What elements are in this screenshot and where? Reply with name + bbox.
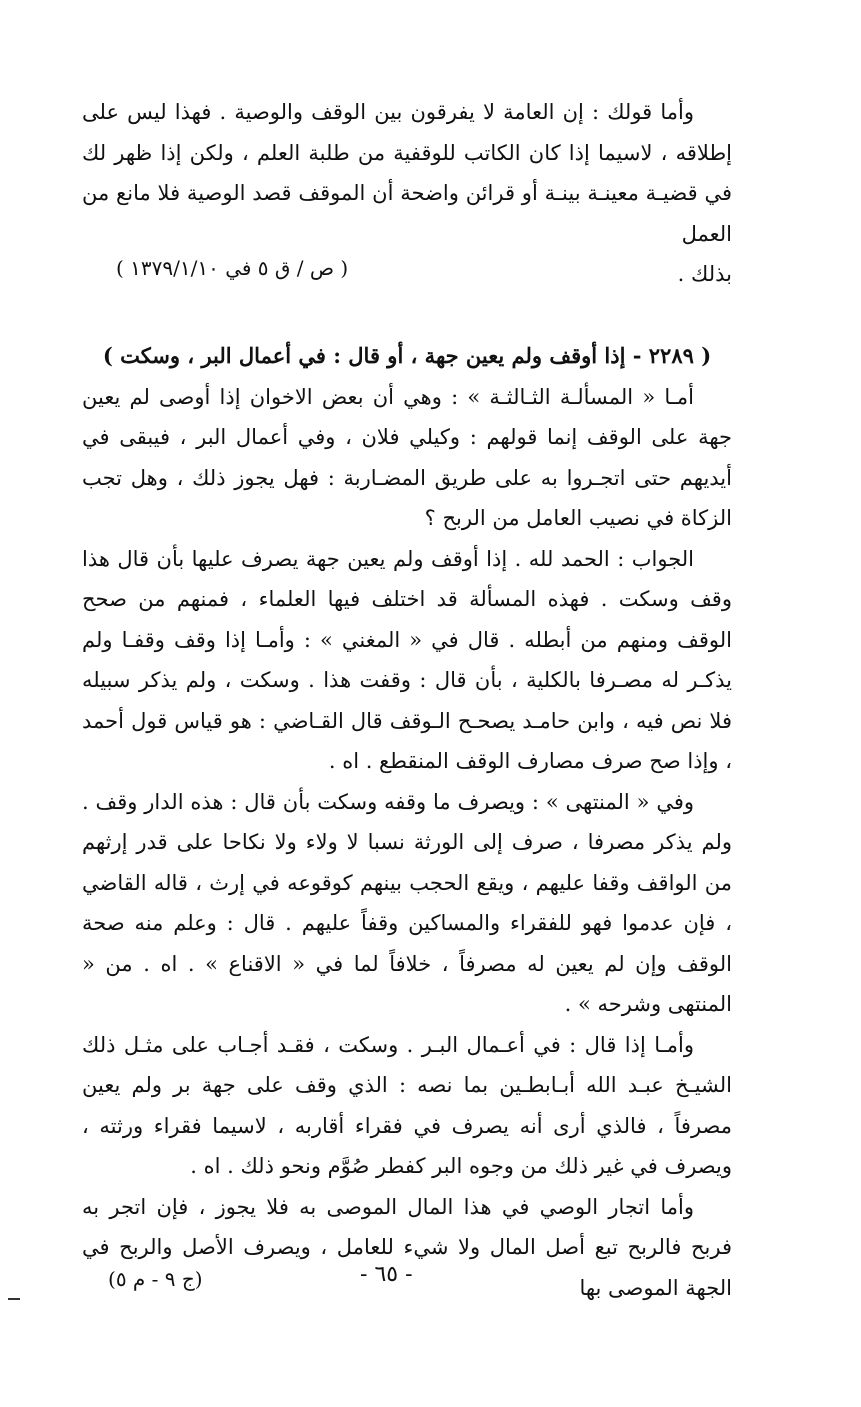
paragraph-trade: وأما اتجار الوصي في هذا المال الموصى به فلا يجوز ، فإن اتجر به فربح فالربح تبع أصل المال ولا شيء للعامل ، ويصرف الأصل والربح في الجهة الموصى بها	[82, 1194, 732, 1300]
paragraph-birr: وأمـا إذا قال : في أعـمال البـر . وسكت ، فقـد أجـاب على مثـل ذلك الشيـخ عبـد الله أبـابطـين بما نصه : الذي وقف على جهة بر ولم يعين مصرفاً ، فالذي أرى أنه يصرف في فقراء أقاربه ، لاسيما فقراء ورثته ، ويصرف في غير ذلك من وجوه البر كفطر صُوَّم ونحو ذلك . اه .	[82, 1032, 732, 1178]
paragraph-wasiyya: وأما قولك : إن العامة لا يفرقون بين الوقف والوصية . فهذا ليس على إطلاقه ، لاسيما إذا كان الكاتب للوقفية من طلبة العلم ، ولكن إذا ظهر لك في قضيـة معينـة بينـة أو قرائن واضحة أن الموقف قصد الوصية فلا مانع من العمل	[82, 100, 732, 246]
paragraph-question: أمـا « المسألـة الثـالثـة » : وهي أن بعض الاخوان إذا أوصى لم يعين جهة على الوقف إنما قولهم : وكيلي فلان ، وفي أعمال البر ، فيبقى في أيديهم حتى اتجـروا به على طريق المضـاربة : فهل يجوز ذلك ، وهل تجب الزكاة في نصيب العامل من الربح ؟	[82, 384, 732, 530]
margin-mark	[8, 1298, 20, 1300]
source-reference: ( ص / ق ٥ في ١٣٧٩/١/١٠ )	[116, 256, 349, 280]
paragraph-end: بذلك .	[677, 262, 732, 286]
section-heading: ( ٢٢٨٩ - إذا أوقف ولم يعين جهة ، أو قال : في أعمال البر ، وسكت )	[102, 343, 712, 368]
paragraph-muntaha: وفي « المنتهى » : ويصرف ما وقفه وسكت بأن قال : هذه الدار وقف . ولم يذكر مصرفا ، صرف إلى الورثة نسبا لا ولاء ولا نكاحا على قدر إرثهم من الواقف وقفا عليهم ، ويقع الحجب بينهم كوقوعه في إرث ، قاله القاضي ، فإن عدموا فهو للفقراء والمساكين وقفاً عليهم . قال : وعلم منه صحة الوقف وإن لم يعين له مصرفاً ، خلافاً لما في « الاقناع » . اه . من « المنتهى وشرحه » .	[82, 789, 732, 1016]
volume-reference: (ج ٩ - م ٥)	[108, 1267, 203, 1291]
page-body	[82, 92, 732, 1308]
page-number: - ٦٥ -	[360, 1262, 413, 1287]
section-gap	[82, 294, 732, 336]
source-line	[82, 254, 732, 294]
paragraph-answer: الجواب : الحمد لله . إذا أوقف ولم يعين جهة يصرف عليها بأن قال هذا وقف وسكت . فهذه المسألة قد اختلف فيها العلماء ، فمنهم من صحح الوقف ومنهم من أبطله . قال في « المغني » : وأمـا إذا وقف وقفـا ولم يذكـر له مصـرفا بالكلية ، بأن قال : وقفت هذا . وسكت ، ولم يذكر سبيله فلا نص فيه ، وابن حامـد يصحـح الـوقف قال القـاضي : هو قياس قول أحمد ، وإذا صح صرف مصارف الوقف المنقطع . اه .	[82, 546, 732, 773]
